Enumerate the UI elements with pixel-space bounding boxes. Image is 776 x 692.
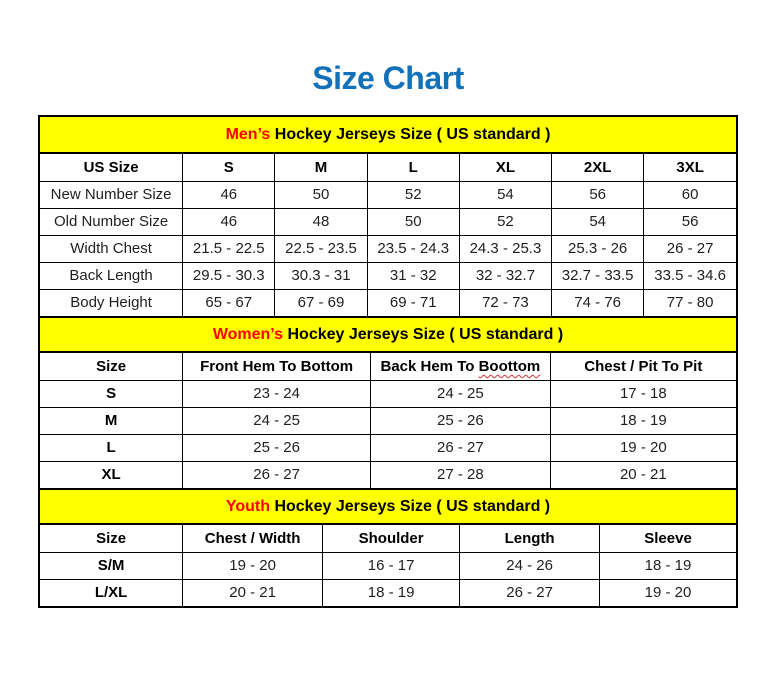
mens-col-header-m: M: [275, 154, 367, 181]
table-row: [40, 289, 736, 316]
womens-col-header-chest: Chest / Pit To Pit: [550, 353, 736, 380]
youth-col-header-length: Length: [460, 525, 600, 552]
mens-cell: 50: [275, 181, 367, 208]
womens-cell: 20 - 21: [550, 461, 736, 488]
youth-cell: 18 - 19: [600, 552, 736, 579]
youth-cell: 18 - 19: [323, 579, 460, 606]
mens-cell: 31 - 32: [367, 262, 459, 289]
mens-cell: 56: [644, 208, 736, 235]
youth-header-row: [40, 525, 736, 552]
table-row: [40, 552, 736, 579]
back-hem-misspelled-word: Boottom: [478, 357, 541, 375]
mens-row-label: Back Length: [40, 262, 183, 289]
mens-cell: 32 - 32.7: [459, 262, 551, 289]
mens-section-header: [40, 117, 736, 154]
womens-cell: 24 - 25: [183, 407, 371, 434]
womens-cell: 25 - 26: [371, 407, 551, 434]
womens-section-accent: Women’s: [212, 325, 284, 343]
youth-col-header-size: Size: [40, 525, 183, 552]
womens-col-header-size: Size: [40, 353, 183, 380]
youth-cell: 26 - 27: [460, 579, 600, 606]
womens-cell: 19 - 20: [550, 434, 736, 461]
youth-size-table: [40, 525, 736, 606]
size-chart: [38, 115, 738, 608]
mens-col-header-us-size: US Size: [40, 154, 183, 181]
youth-row-label: L/XL: [40, 579, 183, 606]
womens-cell: 27 - 28: [371, 461, 551, 488]
womens-cell: 26 - 27: [183, 461, 371, 488]
mens-cell: 46: [183, 208, 275, 235]
table-row: [40, 461, 736, 488]
mens-cell: 30.3 - 31: [275, 262, 367, 289]
mens-cell: 33.5 - 34.6: [644, 262, 736, 289]
womens-row-label: XL: [40, 461, 183, 488]
mens-col-header-l: L: [367, 154, 459, 181]
youth-cell: 16 - 17: [323, 552, 460, 579]
mens-section-title: Hockey Jerseys Size ( US standard ): [270, 125, 551, 143]
mens-cell: 26 - 27: [644, 235, 736, 262]
mens-header-row: [40, 154, 736, 181]
youth-cell: 20 - 21: [183, 579, 323, 606]
womens-section-header: [40, 316, 736, 353]
youth-section-title: Hockey Jerseys Size ( US standard ): [270, 497, 551, 515]
youth-cell: 24 - 26: [460, 552, 600, 579]
mens-cell: 23.5 - 24.3: [367, 235, 459, 262]
table-row: [40, 434, 736, 461]
womens-cell: 25 - 26: [183, 434, 371, 461]
table-row: [40, 181, 736, 208]
mens-cell: 74 - 76: [552, 289, 644, 316]
mens-cell: 52: [459, 208, 551, 235]
mens-cell: 46: [183, 181, 275, 208]
youth-section-accent: Youth: [225, 497, 270, 515]
mens-row-label: Width Chest: [40, 235, 183, 262]
mens-cell: 22.5 - 23.5: [275, 235, 367, 262]
womens-size-table: [40, 353, 736, 488]
mens-row-label: New Number Size: [40, 181, 183, 208]
womens-col-header-back-hem: [371, 353, 551, 380]
womens-cell: 18 - 19: [550, 407, 736, 434]
youth-col-header-sleeve: Sleeve: [600, 525, 736, 552]
back-hem-label: Back Hem To: [380, 357, 479, 375]
mens-cell: 67 - 69: [275, 289, 367, 316]
mens-cell: 24.3 - 25.3: [459, 235, 551, 262]
table-row: [40, 380, 736, 407]
table-row: [40, 208, 736, 235]
mens-cell: 29.5 - 30.3: [183, 262, 275, 289]
table-row: [40, 407, 736, 434]
mens-cell: 56: [552, 181, 644, 208]
mens-cell: 21.5 - 22.5: [183, 235, 275, 262]
mens-col-header-2xl: 2XL: [552, 154, 644, 181]
youth-cell: 19 - 20: [183, 552, 323, 579]
mens-col-header-3xl: 3XL: [644, 154, 736, 181]
youth-col-header-shoulder: Shoulder: [323, 525, 460, 552]
mens-cell: 50: [367, 208, 459, 235]
youth-col-header-chest-width: Chest / Width: [183, 525, 323, 552]
womens-header-row: [40, 353, 736, 380]
youth-row-label: S/M: [40, 552, 183, 579]
mens-cell: 72 - 73: [459, 289, 551, 316]
mens-size-table: [40, 154, 736, 316]
table-row: [40, 579, 736, 606]
mens-cell: 69 - 71: [367, 289, 459, 316]
youth-cell: 19 - 20: [600, 579, 736, 606]
womens-cell: 23 - 24: [183, 380, 371, 407]
mens-cell: 52: [367, 181, 459, 208]
mens-cell: 65 - 67: [183, 289, 275, 316]
mens-row-label: Body Height: [40, 289, 183, 316]
mens-col-header-xl: XL: [459, 154, 551, 181]
mens-cell: 54: [552, 208, 644, 235]
mens-col-header-s: S: [183, 154, 275, 181]
womens-row-label: S: [40, 380, 183, 407]
youth-section-header: [40, 488, 736, 525]
mens-cell: 54: [459, 181, 551, 208]
womens-row-label: L: [40, 434, 183, 461]
page-title: Size Chart: [312, 60, 464, 96]
table-row: [40, 235, 736, 262]
mens-row-label: Old Number Size: [40, 208, 183, 235]
womens-cell: 24 - 25: [371, 380, 551, 407]
womens-cell: 26 - 27: [371, 434, 551, 461]
womens-section-title: Hockey Jerseys Size ( US standard ): [283, 325, 564, 343]
mens-cell: 60: [644, 181, 736, 208]
mens-cell: 77 - 80: [644, 289, 736, 316]
mens-section-accent: Men’s: [225, 125, 271, 143]
mens-cell: 32.7 - 33.5: [552, 262, 644, 289]
womens-cell: 17 - 18: [550, 380, 736, 407]
mens-cell: 25.3 - 26: [552, 235, 644, 262]
table-row: [40, 262, 736, 289]
womens-col-header-front-hem: Front Hem To Bottom: [183, 353, 371, 380]
womens-row-label: M: [40, 407, 183, 434]
mens-cell: 48: [275, 208, 367, 235]
